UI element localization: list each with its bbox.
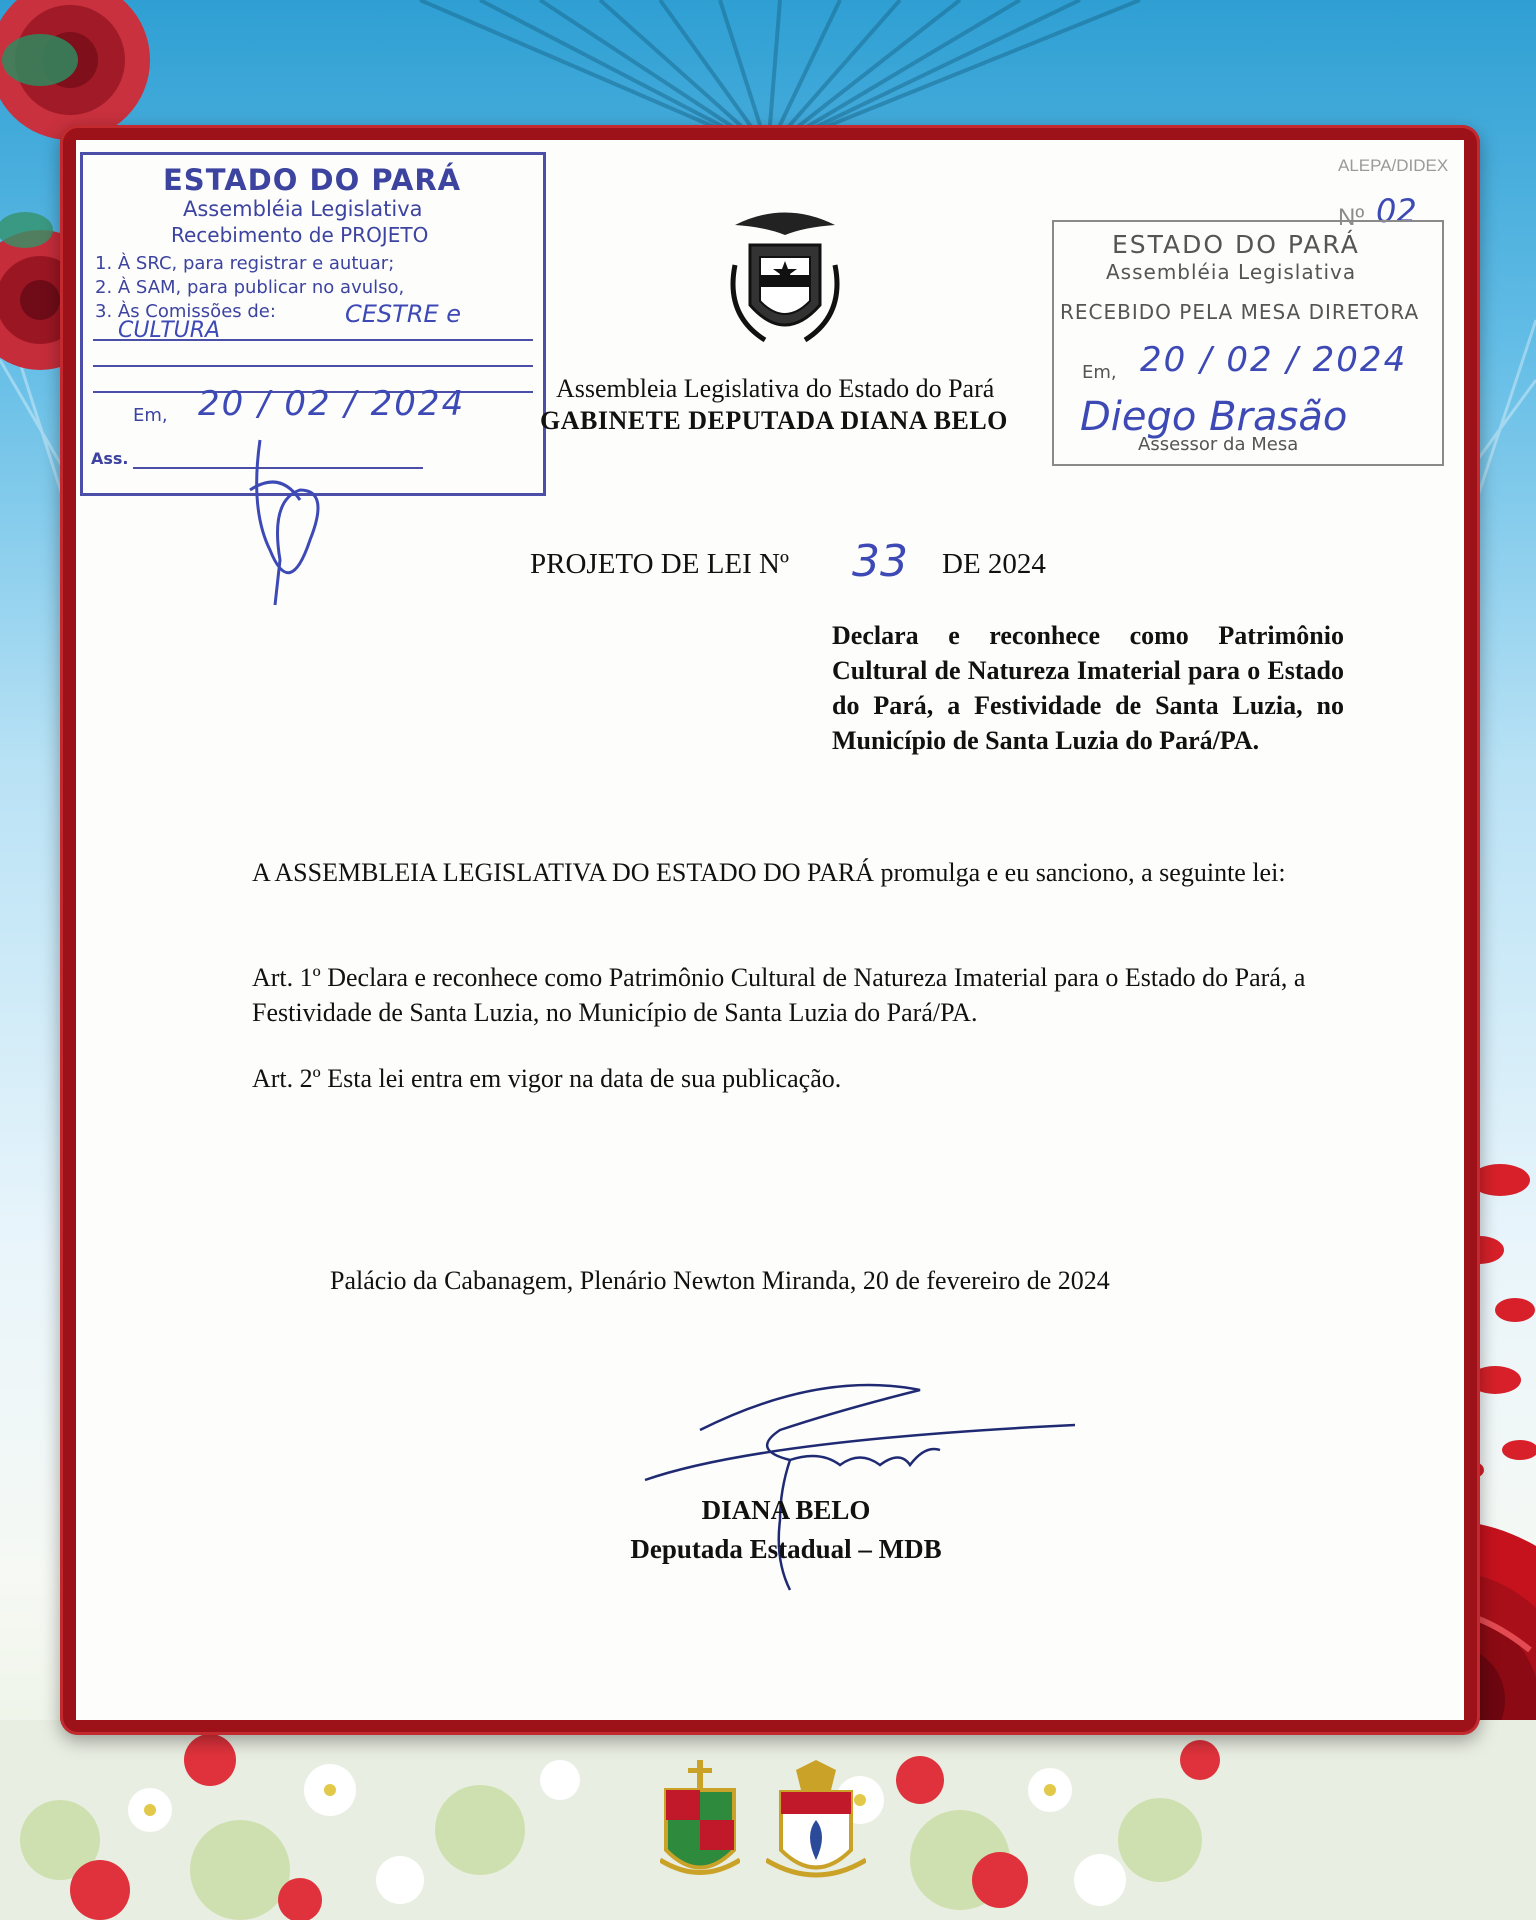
stamp-receipt: Recebimento de PROJETO — [171, 223, 429, 247]
didex-number-handwriting: 02 — [1376, 192, 1417, 230]
stamp-date-label: Em, — [133, 405, 168, 426]
initials-signature — [240, 430, 340, 610]
stamp-assembly: Assembléia Legislativa — [183, 197, 423, 221]
committee-handwriting-2: CULTURA — [118, 318, 221, 343]
stamp-date-handwriting: 20 / 02 / 2024 — [198, 384, 466, 424]
bill-title-suffix: DE 2024 — [942, 548, 1046, 580]
stamp-signer-handwriting: Diego Brasão — [1080, 394, 1348, 440]
bill-summary: Declara e reconhece como Patrimônio Cultural de Natureza Imaterial para o Estado do Pará, a Festividade de Santa Luzia, no Município de Santa Luzia do Pará/PA. — [832, 621, 1344, 755]
bill-number-handwriting: 33 — [852, 536, 908, 587]
stamp-rule — [93, 365, 533, 367]
organization-name: Assembleia Legislativa do Estado do Pará — [556, 374, 995, 403]
signer-title: Deputada Estadual – MDB — [630, 1534, 942, 1564]
stamp-item-1: 1. À SRC, para registrar e autuar; — [95, 253, 395, 274]
stamp-caption: Assessor da Mesa — [1138, 434, 1299, 455]
stamp-date-handwriting: 20 / 02 / 2024 — [1140, 340, 1408, 380]
signer-name: DIANA BELO — [701, 1495, 871, 1525]
bill-preamble: A ASSEMBLEIA LEGISLATIVA DO ESTADO DO PARÁ promulga e eu sanciono, a seguinte lei: — [252, 858, 1286, 887]
stamp-state: ESTADO DO PARÁ — [1112, 230, 1360, 259]
stamp-state: ESTADO DO PARÁ — [163, 163, 462, 197]
stamp-signature-label: Ass. — [91, 449, 129, 468]
stamp-item-3: 3. Às Comissões de: — [95, 301, 276, 322]
stamp-assembly: Assembléia Legislativa — [1106, 260, 1357, 284]
article-1: Art. 1º Declara e reconhece como Patrimônio Cultural de Natureza Imaterial para o Estado do Pará, a Festividade de Santa Luzia, no Município de Santa Luzia do Pará/PA. — [252, 963, 1306, 1027]
stamp-date-label: Em, — [1082, 362, 1117, 383]
didex-reference: ALEPA/DIDEX — [1338, 156, 1449, 175]
diocese-shield-icon — [766, 1760, 866, 1890]
state-crest-icon — [725, 205, 845, 355]
article-2: Art. 2º Esta lei entra em vigor na data de sua publicação. — [252, 1064, 842, 1093]
stamp-received: RECEBIDO PELA MESA DIRETORA — [1060, 300, 1420, 324]
cabinet-name: GABINETE DEPUTADA DIANA BELO — [540, 406, 1008, 435]
closing-place-date: Palácio da Cabanagem, Plenário Newton Miranda, 20 de fevereiro de 2024 — [330, 1266, 1110, 1295]
stamp-item-2: 2. À SAM, para publicar no avulso, — [95, 277, 405, 298]
deputy-signature — [640, 1370, 1080, 1600]
bill-title-prefix: PROJETO DE LEI Nº — [530, 548, 789, 580]
parish-shield-icon — [660, 1760, 740, 1890]
didex-number-label: Nº — [1338, 204, 1365, 231]
committee-handwriting: CESTRE e — [345, 300, 462, 328]
